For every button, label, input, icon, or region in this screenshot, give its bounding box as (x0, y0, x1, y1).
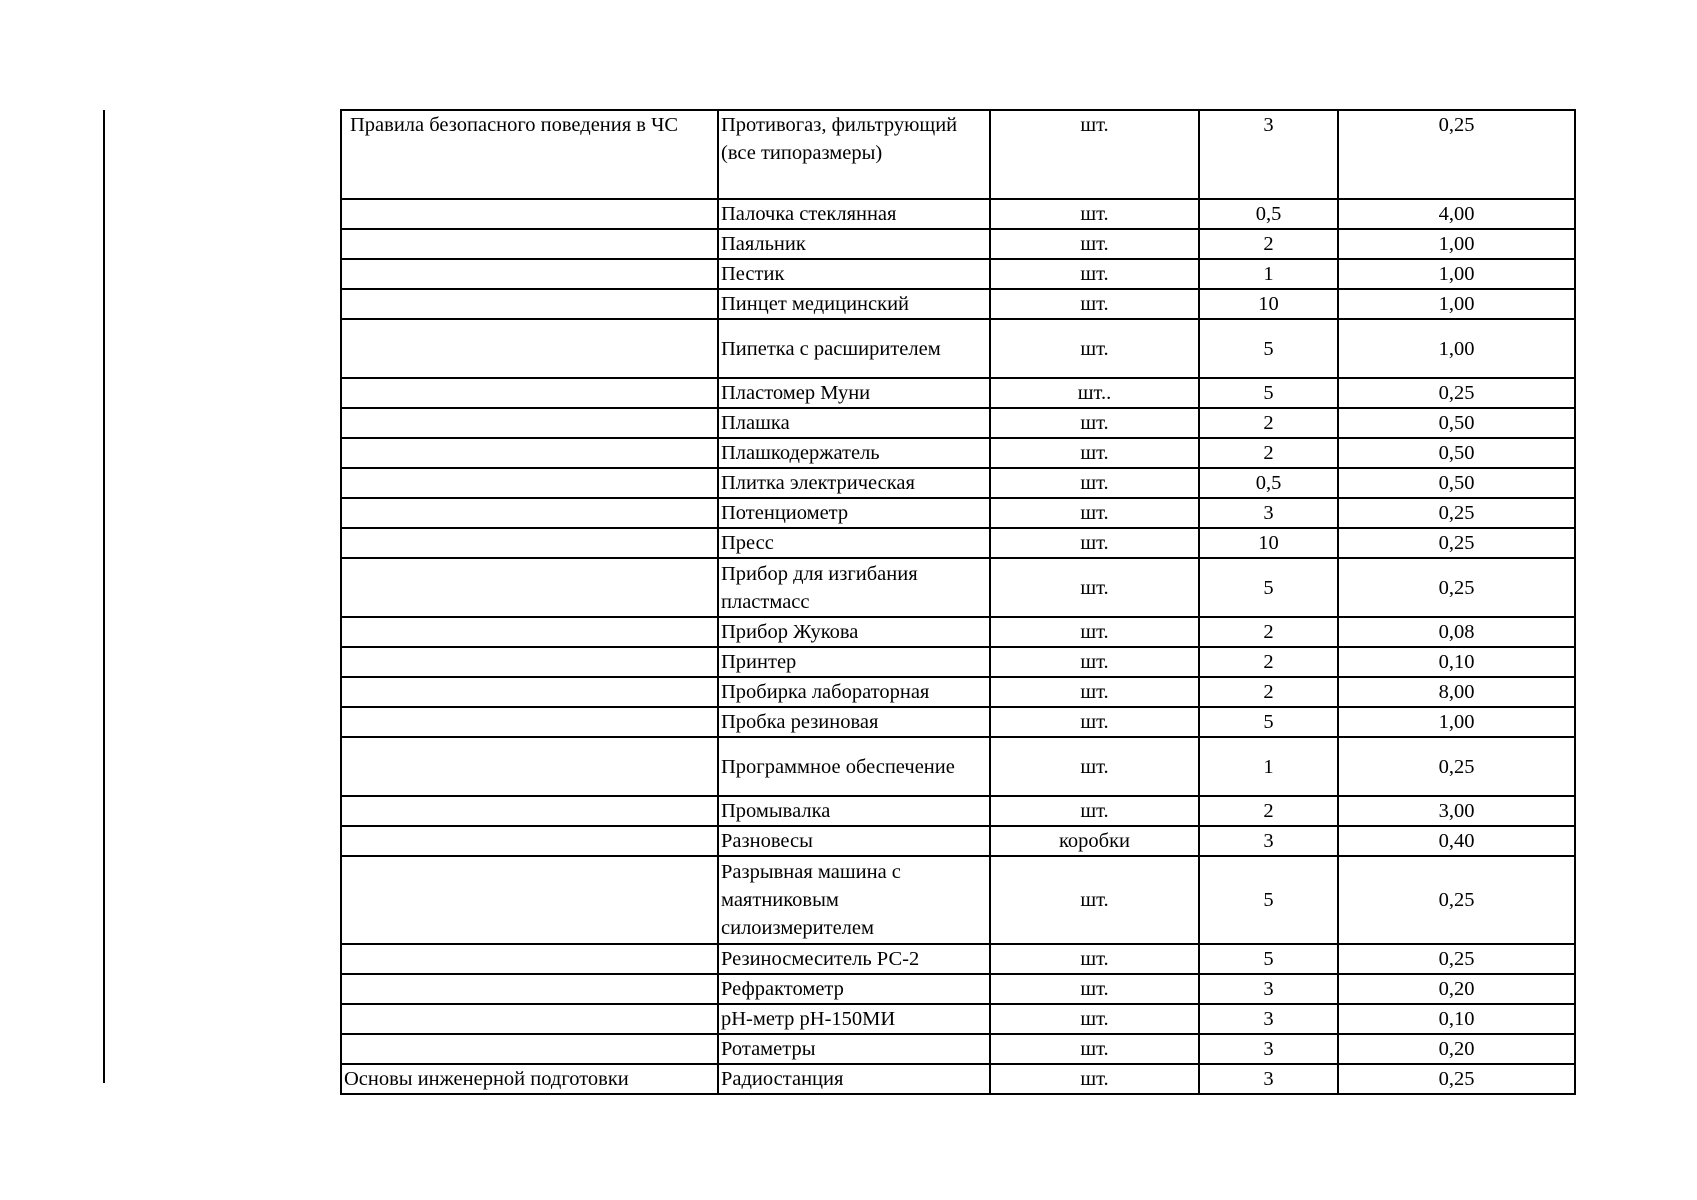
table-row (341, 796, 1575, 826)
subject-cell (341, 468, 718, 498)
quantity-cell: 2 (1199, 647, 1338, 677)
table-row (341, 677, 1575, 707)
table-row (341, 617, 1575, 647)
item-name-cell: Палочка стеклянная (718, 199, 990, 229)
unit-cell: шт. (990, 289, 1199, 319)
subject-cell (341, 319, 718, 378)
norm-cell: 1,00 (1338, 707, 1575, 737)
norm-cell: 0,25 (1338, 110, 1575, 199)
norm-cell: 0,25 (1338, 737, 1575, 796)
table-row (341, 259, 1575, 289)
item-name-cell: Прибор для изгибания пластмасс (718, 558, 990, 617)
table-row (341, 737, 1575, 796)
subject-cell (341, 1004, 718, 1034)
quantity-cell: 3 (1199, 1034, 1338, 1064)
subject-cell (341, 289, 718, 319)
subject-cell (341, 617, 718, 647)
subject-cell (341, 199, 718, 229)
quantity-cell: 3 (1199, 1004, 1338, 1034)
subject-cell (341, 974, 718, 1004)
subject-cell (341, 438, 718, 468)
norm-cell: 0,25 (1338, 528, 1575, 558)
item-name-cell: Пинцет медицинский (718, 289, 990, 319)
table-row (341, 1034, 1575, 1064)
item-name-cell: Программное обеспечение (718, 737, 990, 796)
quantity-cell: 0,5 (1199, 199, 1338, 229)
quantity-cell: 5 (1199, 944, 1338, 974)
quantity-cell: 10 (1199, 528, 1338, 558)
table-row (341, 528, 1575, 558)
norm-cell: 0,25 (1338, 378, 1575, 408)
item-name-cell: Пресс (718, 528, 990, 558)
subject-cell (341, 498, 718, 528)
unit-cell: шт. (990, 259, 1199, 289)
unit-cell: шт. (990, 438, 1199, 468)
norm-cell: 0,25 (1338, 944, 1575, 974)
table-row (341, 826, 1575, 856)
unit-cell: шт. (990, 974, 1199, 1004)
quantity-cell: 5 (1199, 707, 1338, 737)
norm-cell: 3,00 (1338, 796, 1575, 826)
item-name-cell: Резиносмеситель РС-2 (718, 944, 990, 974)
item-name-cell: Паяльник (718, 229, 990, 259)
norm-cell: 8,00 (1338, 677, 1575, 707)
unit-cell: шт. (990, 737, 1199, 796)
unit-cell: шт. (990, 856, 1199, 944)
item-name-cell: Пластомер Муни (718, 378, 990, 408)
norm-cell: 0,10 (1338, 647, 1575, 677)
subject-cell (341, 856, 718, 944)
item-name-cell: Противогаз, фильтрующий (все типоразмеры) (718, 110, 990, 199)
table-row (341, 856, 1575, 944)
subject-cell (341, 259, 718, 289)
unit-cell: шт.. (990, 378, 1199, 408)
table-row (341, 229, 1575, 259)
unit-cell: шт. (990, 558, 1199, 617)
subject-cell (341, 558, 718, 617)
norm-cell: 1,00 (1338, 319, 1575, 378)
subject-cell (341, 378, 718, 408)
norm-cell: 1,00 (1338, 259, 1575, 289)
table-row (341, 1004, 1575, 1034)
subject-cell (341, 229, 718, 259)
subject-cell (341, 1034, 718, 1064)
item-name-cell: Пипетка с расширителем (718, 319, 990, 378)
quantity-cell: 3 (1199, 1064, 1338, 1094)
subject-cell (341, 647, 718, 677)
quantity-cell: 3 (1199, 974, 1338, 1004)
unit-cell: шт. (990, 707, 1199, 737)
table-row (341, 289, 1575, 319)
subject-cell: Правила безопасного поведения в ЧС (341, 110, 718, 199)
subject-cell: Основы инженерной подготовки (341, 1064, 718, 1094)
item-name-cell: Радиостанция (718, 1064, 990, 1094)
quantity-cell: 2 (1199, 438, 1338, 468)
unit-cell: шт. (990, 647, 1199, 677)
unit-cell: шт. (990, 796, 1199, 826)
quantity-cell: 2 (1199, 229, 1338, 259)
unit-cell: шт. (990, 617, 1199, 647)
norm-cell: 1,00 (1338, 289, 1575, 319)
quantity-cell: 2 (1199, 796, 1338, 826)
table-row (341, 319, 1575, 378)
quantity-cell: 5 (1199, 319, 1338, 378)
item-name-cell: Потенциометр (718, 498, 990, 528)
table-row (341, 974, 1575, 1004)
left-margin-line (103, 110, 105, 1083)
norm-cell: 0,10 (1338, 1004, 1575, 1034)
quantity-cell: 3 (1199, 498, 1338, 528)
unit-cell: шт. (990, 677, 1199, 707)
table-row (341, 110, 1575, 199)
quantity-cell: 10 (1199, 289, 1338, 319)
norm-cell: 0,25 (1338, 856, 1575, 944)
unit-cell: коробки (990, 826, 1199, 856)
equipment-table (340, 109, 1576, 1095)
item-name-cell: Рефрактометр (718, 974, 990, 1004)
quantity-cell: 1 (1199, 259, 1338, 289)
table-row (341, 498, 1575, 528)
item-name-cell: Плашкодержатель (718, 438, 990, 468)
table-row (341, 1064, 1575, 1094)
table-row (341, 199, 1575, 229)
quantity-cell: 2 (1199, 677, 1338, 707)
item-name-cell: Пестик (718, 259, 990, 289)
norm-cell: 0,08 (1338, 617, 1575, 647)
item-name-cell: pH-метр pH-150МИ (718, 1004, 990, 1034)
subject-cell (341, 707, 718, 737)
subject-cell (341, 737, 718, 796)
unit-cell: шт. (990, 229, 1199, 259)
quantity-cell: 5 (1199, 378, 1338, 408)
table-row (341, 944, 1575, 974)
unit-cell: шт. (990, 498, 1199, 528)
unit-cell: шт. (990, 1064, 1199, 1094)
subject-cell (341, 677, 718, 707)
norm-cell: 0,50 (1338, 468, 1575, 498)
norm-cell: 0,25 (1338, 498, 1575, 528)
unit-cell: шт. (990, 528, 1199, 558)
norm-cell: 0,25 (1338, 1064, 1575, 1094)
quantity-cell: 5 (1199, 856, 1338, 944)
subject-cell (341, 944, 718, 974)
item-name-cell: Пробка резиновая (718, 707, 990, 737)
quantity-cell: 2 (1199, 408, 1338, 438)
unit-cell: шт. (990, 199, 1199, 229)
norm-cell: 0,20 (1338, 1034, 1575, 1064)
norm-cell: 0,25 (1338, 558, 1575, 617)
table-row (341, 438, 1575, 468)
quantity-cell: 3 (1199, 826, 1338, 856)
table-row (341, 647, 1575, 677)
subject-cell (341, 408, 718, 438)
norm-cell: 0,50 (1338, 438, 1575, 468)
item-name-cell: Принтер (718, 647, 990, 677)
norm-cell: 1,00 (1338, 229, 1575, 259)
unit-cell: шт. (990, 468, 1199, 498)
item-name-cell: Ротаметры (718, 1034, 990, 1064)
table-row (341, 707, 1575, 737)
item-name-cell: Пробирка лабораторная (718, 677, 990, 707)
item-name-cell: Промывалка (718, 796, 990, 826)
table-row (341, 378, 1575, 408)
quantity-cell: 3 (1199, 110, 1338, 199)
unit-cell: шт. (990, 408, 1199, 438)
norm-cell: 0,50 (1338, 408, 1575, 438)
subject-cell (341, 826, 718, 856)
item-name-cell: Разрывная машина с маятниковым силоизмерителем (718, 856, 990, 944)
subject-cell (341, 528, 718, 558)
quantity-cell: 2 (1199, 617, 1338, 647)
unit-cell: шт. (990, 1004, 1199, 1034)
item-name-cell: Плитка электрическая (718, 468, 990, 498)
item-name-cell: Прибор Жукова (718, 617, 990, 647)
quantity-cell: 1 (1199, 737, 1338, 796)
norm-cell: 4,00 (1338, 199, 1575, 229)
table-row (341, 558, 1575, 617)
quantity-cell: 5 (1199, 558, 1338, 617)
unit-cell: шт. (990, 110, 1199, 199)
table-row (341, 408, 1575, 438)
subject-cell (341, 796, 718, 826)
norm-cell: 0,40 (1338, 826, 1575, 856)
item-name-cell: Разновесы (718, 826, 990, 856)
item-name-cell: Плашка (718, 408, 990, 438)
unit-cell: шт. (990, 944, 1199, 974)
norm-cell: 0,20 (1338, 974, 1575, 1004)
table-row (341, 468, 1575, 498)
quantity-cell: 0,5 (1199, 468, 1338, 498)
unit-cell: шт. (990, 1034, 1199, 1064)
unit-cell: шт. (990, 319, 1199, 378)
